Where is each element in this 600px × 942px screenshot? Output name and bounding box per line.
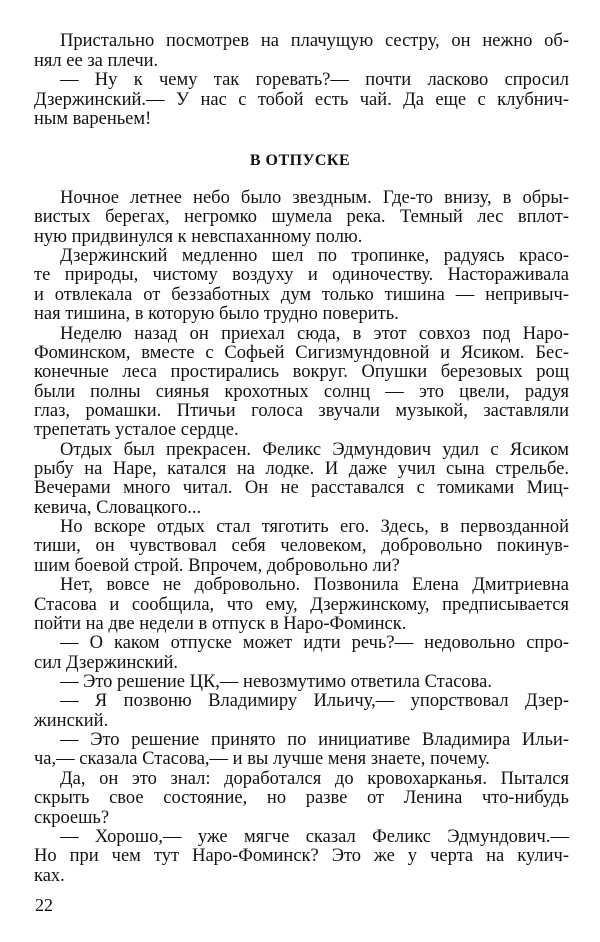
text-line: сил Дзержинский. — [34, 652, 179, 673]
page-number: 22 — [35, 895, 53, 915]
text-line: скроешь? — [34, 807, 110, 828]
text-line: ча,— сказала Стасова,— и вы лучше меня знаете, почему. — [34, 749, 490, 770]
text-line: конечные леса простирались вокруг. Опушки березовых рощ — [34, 362, 569, 383]
text-line: — Это решение ЦК,— невозмутимо ответила Стасова. — [60, 671, 492, 692]
text-line: Но при чем тут Наро-Фоминск? Это же у черта на кулич- — [34, 846, 569, 867]
text-line: и отвлекала от беззаботных дум только тишина — непривыч- — [34, 284, 569, 305]
text-line: ным вареньем! — [34, 109, 152, 129]
text-line: глаз, ромашки. Птичьи голоса звучали музыкой, заставляли — [34, 400, 569, 421]
text-line: Отдых был прекрасен. Феликс Эдмундович удил с Ясиком — [60, 439, 569, 460]
text-line: Вечерами много читал. Он не расставался с томиками Миц- — [34, 478, 569, 499]
text-line: Ночное летнее небо было звездным. Где-то внизу, в обры- — [60, 188, 569, 208]
text-line: тиши, он чувствовал себя человеком, добровольно покинув- — [34, 536, 569, 557]
continued-text — [34, 32, 569, 130]
text-line: рыбу на Наре, катался на лодке. И даже учил сына стрельбе. — [34, 459, 569, 480]
text-line: Дзержинский.— У нас с тобой есть чай. Да еще с клубнич- — [34, 89, 569, 110]
text-line: Фоминском, вместе с Софьей Сигизмундовной и Ясиком. Бес- — [34, 342, 569, 363]
text-line: пойти на две недели в отпуск в Наро-Фоминск. — [34, 613, 407, 634]
text-line: — Это решение принято по инициативе Владимира Ильи- — [60, 730, 569, 751]
text-line: кевича, Словацкого... — [34, 497, 202, 518]
text-line: — Ну к чему так горевать?— почти ласково спросил — [60, 70, 569, 90]
text-line: — Я позвоню Владимиру Ильичу,— упорствовал Дзер- — [60, 691, 569, 712]
chapter-heading: В ОТПУСКЕ — [249, 152, 351, 169]
text-line: ках. — [34, 865, 65, 886]
text-line: ную придвинулся к невспаханному полю. — [34, 226, 363, 247]
text-line: Стасова и сообщила, что ему, Дзержинскому, предписывается — [34, 594, 569, 615]
text-line: вистых берегах, негромко шумела река. Темный лес вплот- — [34, 207, 569, 228]
text-line: Дзержинский медленно шел по тропинке, радуясь красо- — [60, 246, 569, 267]
text-line: жинский. — [34, 710, 109, 731]
text-line: — О каком отпуске может идти речь?— недовольно спро- — [60, 633, 569, 654]
text-line: нял ее за плечи. — [34, 50, 159, 71]
text-line: Пристально посмотрев на плачущую сестру, он нежно об- — [60, 31, 569, 51]
text-line: шим боевой строй. Впрочем, добровольно ли? — [34, 555, 400, 576]
text-line: трепетать усталое сердце. — [34, 420, 239, 441]
text-line: скрыть свое состояние, но разве от Ленина что-нибудь — [34, 788, 569, 809]
text-line: были полны сиянья крохотных солнц — это цвели, радуя — [34, 381, 569, 402]
text-line: Нет, вовсе не добровольно. Позвонила Елена Дмитриевна — [60, 575, 569, 596]
text-line: те природы, чистому воздуху и одиночеству. Настораживала — [34, 265, 569, 286]
text-line: — Хорошо,— уже мягче сказал Феликс Эдмундович.— — [60, 826, 569, 847]
chapter-body — [34, 189, 569, 886]
text-line: Да, он это знал: доработался до кровохарканья. Пытался — [60, 768, 569, 789]
text-line: Но вскоре отдых стал тяготить его. Здесь, в первозданной — [60, 517, 569, 538]
text-line: Неделю назад он приехал сюда, в этот совхоз под Наро- — [60, 323, 569, 344]
text-line: ная тишина, в которую было трудно поверить. — [34, 304, 399, 325]
